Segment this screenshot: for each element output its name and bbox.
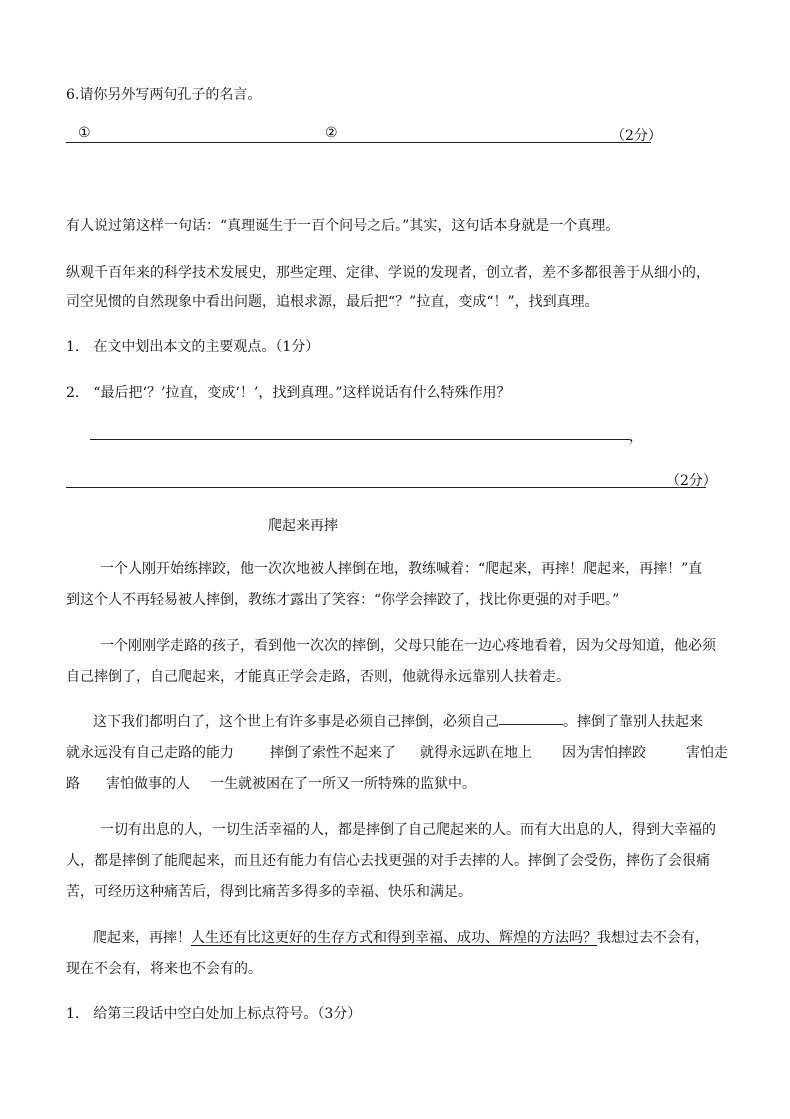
passage2-para4-line1: 一切有出息的人，一切生活幸福的人，都是摔倒了自己爬起来的人。而有大出息的人，得到大幸福的 <box>100 822 716 838</box>
q6-mark-2: ② <box>325 125 338 141</box>
para3-segment: 就永远没有自己走路的能力 <box>66 745 234 761</box>
para3-segment: 路 <box>66 776 80 792</box>
para3-segment: 害怕做事的人 <box>106 776 190 792</box>
para3-segment: 因为害怕摔跤 <box>562 745 646 761</box>
para3-blank <box>499 723 563 725</box>
passage2-para5-line2: 现在不会有，将来也不会有的。 <box>66 961 262 977</box>
passage2-title: 爬起来再摔 <box>268 518 338 534</box>
passage2-para3-line3 <box>66 773 726 793</box>
passage1-para2-line2: 司空见惯的自然现象中看出问题，追根求源，最后把“？”拉直，变成“！”，找到真理。 <box>66 294 599 310</box>
para5-text-a: 爬起来，再摔！ <box>93 930 191 946</box>
para3-segment: 摔倒了索性不起来了 <box>270 745 396 761</box>
q2-score: （2分） <box>666 473 717 489</box>
passage2-para2-line1: 一个刚刚学走路的孩子，看到他一次次的摔倒，父母只能在一边心疼地看着，因为父母知道，他必须 <box>100 638 716 654</box>
para3-segment: 就得永远趴在地上 <box>420 745 532 761</box>
q6-answer-line <box>66 142 651 143</box>
q6-mark-1: ① <box>78 125 91 141</box>
passage1-question-1: 1. 在文中划出本文的主要观点。（1分） <box>66 339 320 355</box>
q2-answer-line-1 <box>90 439 630 440</box>
para3-segment: 害怕走 <box>686 745 728 761</box>
q6-prompt: 6.请你另外写两句孔子的名言。 <box>66 87 262 103</box>
q6-score: （2分） <box>611 128 662 144</box>
passage2-para2-line2: 自己摔倒了，自己爬起来，才能真正学会走路，否则，他就得永远靠别人扶着走。 <box>66 669 570 685</box>
passage2-para3-line2 <box>66 742 726 762</box>
para5-underlined-sentence: 人生还有比这更好的生存方式和得到幸福、成功、辉煌的方法吗？ <box>191 930 597 946</box>
passage2-para1-line1: 一个人刚开始练摔跤，他一次次地被人摔倒在地，教练喊着：“爬起来，再摔！爬起来，再摔！”直 <box>100 561 703 577</box>
passage1-para1: 有人说过第这样一句话：“真理诞生于一百个问号之后。”其实，这句话本身就是一个真理。 <box>66 218 620 234</box>
q2-comma: ， <box>629 429 643 445</box>
passage2-question-1: 1. 给第三段话中空白处加上标点符号。（3分） <box>66 1006 362 1022</box>
para3-segment: 一生就被困在了一所又一所特殊的监狱中。 <box>210 776 476 792</box>
passage2-para4-line2: 人，都是摔倒了能爬起来，而且还有能力有信心去找更强的对手去摔的人。摔倒了会受伤，摔伤了会很痛 <box>66 853 710 869</box>
passage2-para4-line3: 苦，可经历这种痛苦后，得到比痛苦多得多的幸福、快乐和满足。 <box>66 884 472 900</box>
para3-text-b: 。摔倒了靠别人扶起来 <box>563 714 703 730</box>
passage2-para5-line1 <box>93 927 753 947</box>
para5-text-c: 我想过去不会有， <box>597 930 709 946</box>
passage1-para2-line1: 纵观千百年来的科学技术发展史，那些定理、定律、学说的发现者，创立者，差不多都很善于从细小的， <box>66 265 710 281</box>
para3-text-a: 这下我们都明白了，这个世上有许多事是必须自己摔倒，必须自己 <box>93 714 499 730</box>
passage1-question-2: 2. “最后把‘？’拉直，变成‘！’，找到真理。”这样说话有什么特殊作用？ <box>66 385 511 401</box>
passage2-para1-line2: 到这个人不再轻易被人摔倒，教练才露出了笑容：“你学会摔跤了，找比你更强的对手吧。” <box>66 592 620 608</box>
passage2-para3-line1 <box>93 711 753 731</box>
q2-answer-line-2 <box>66 487 706 488</box>
